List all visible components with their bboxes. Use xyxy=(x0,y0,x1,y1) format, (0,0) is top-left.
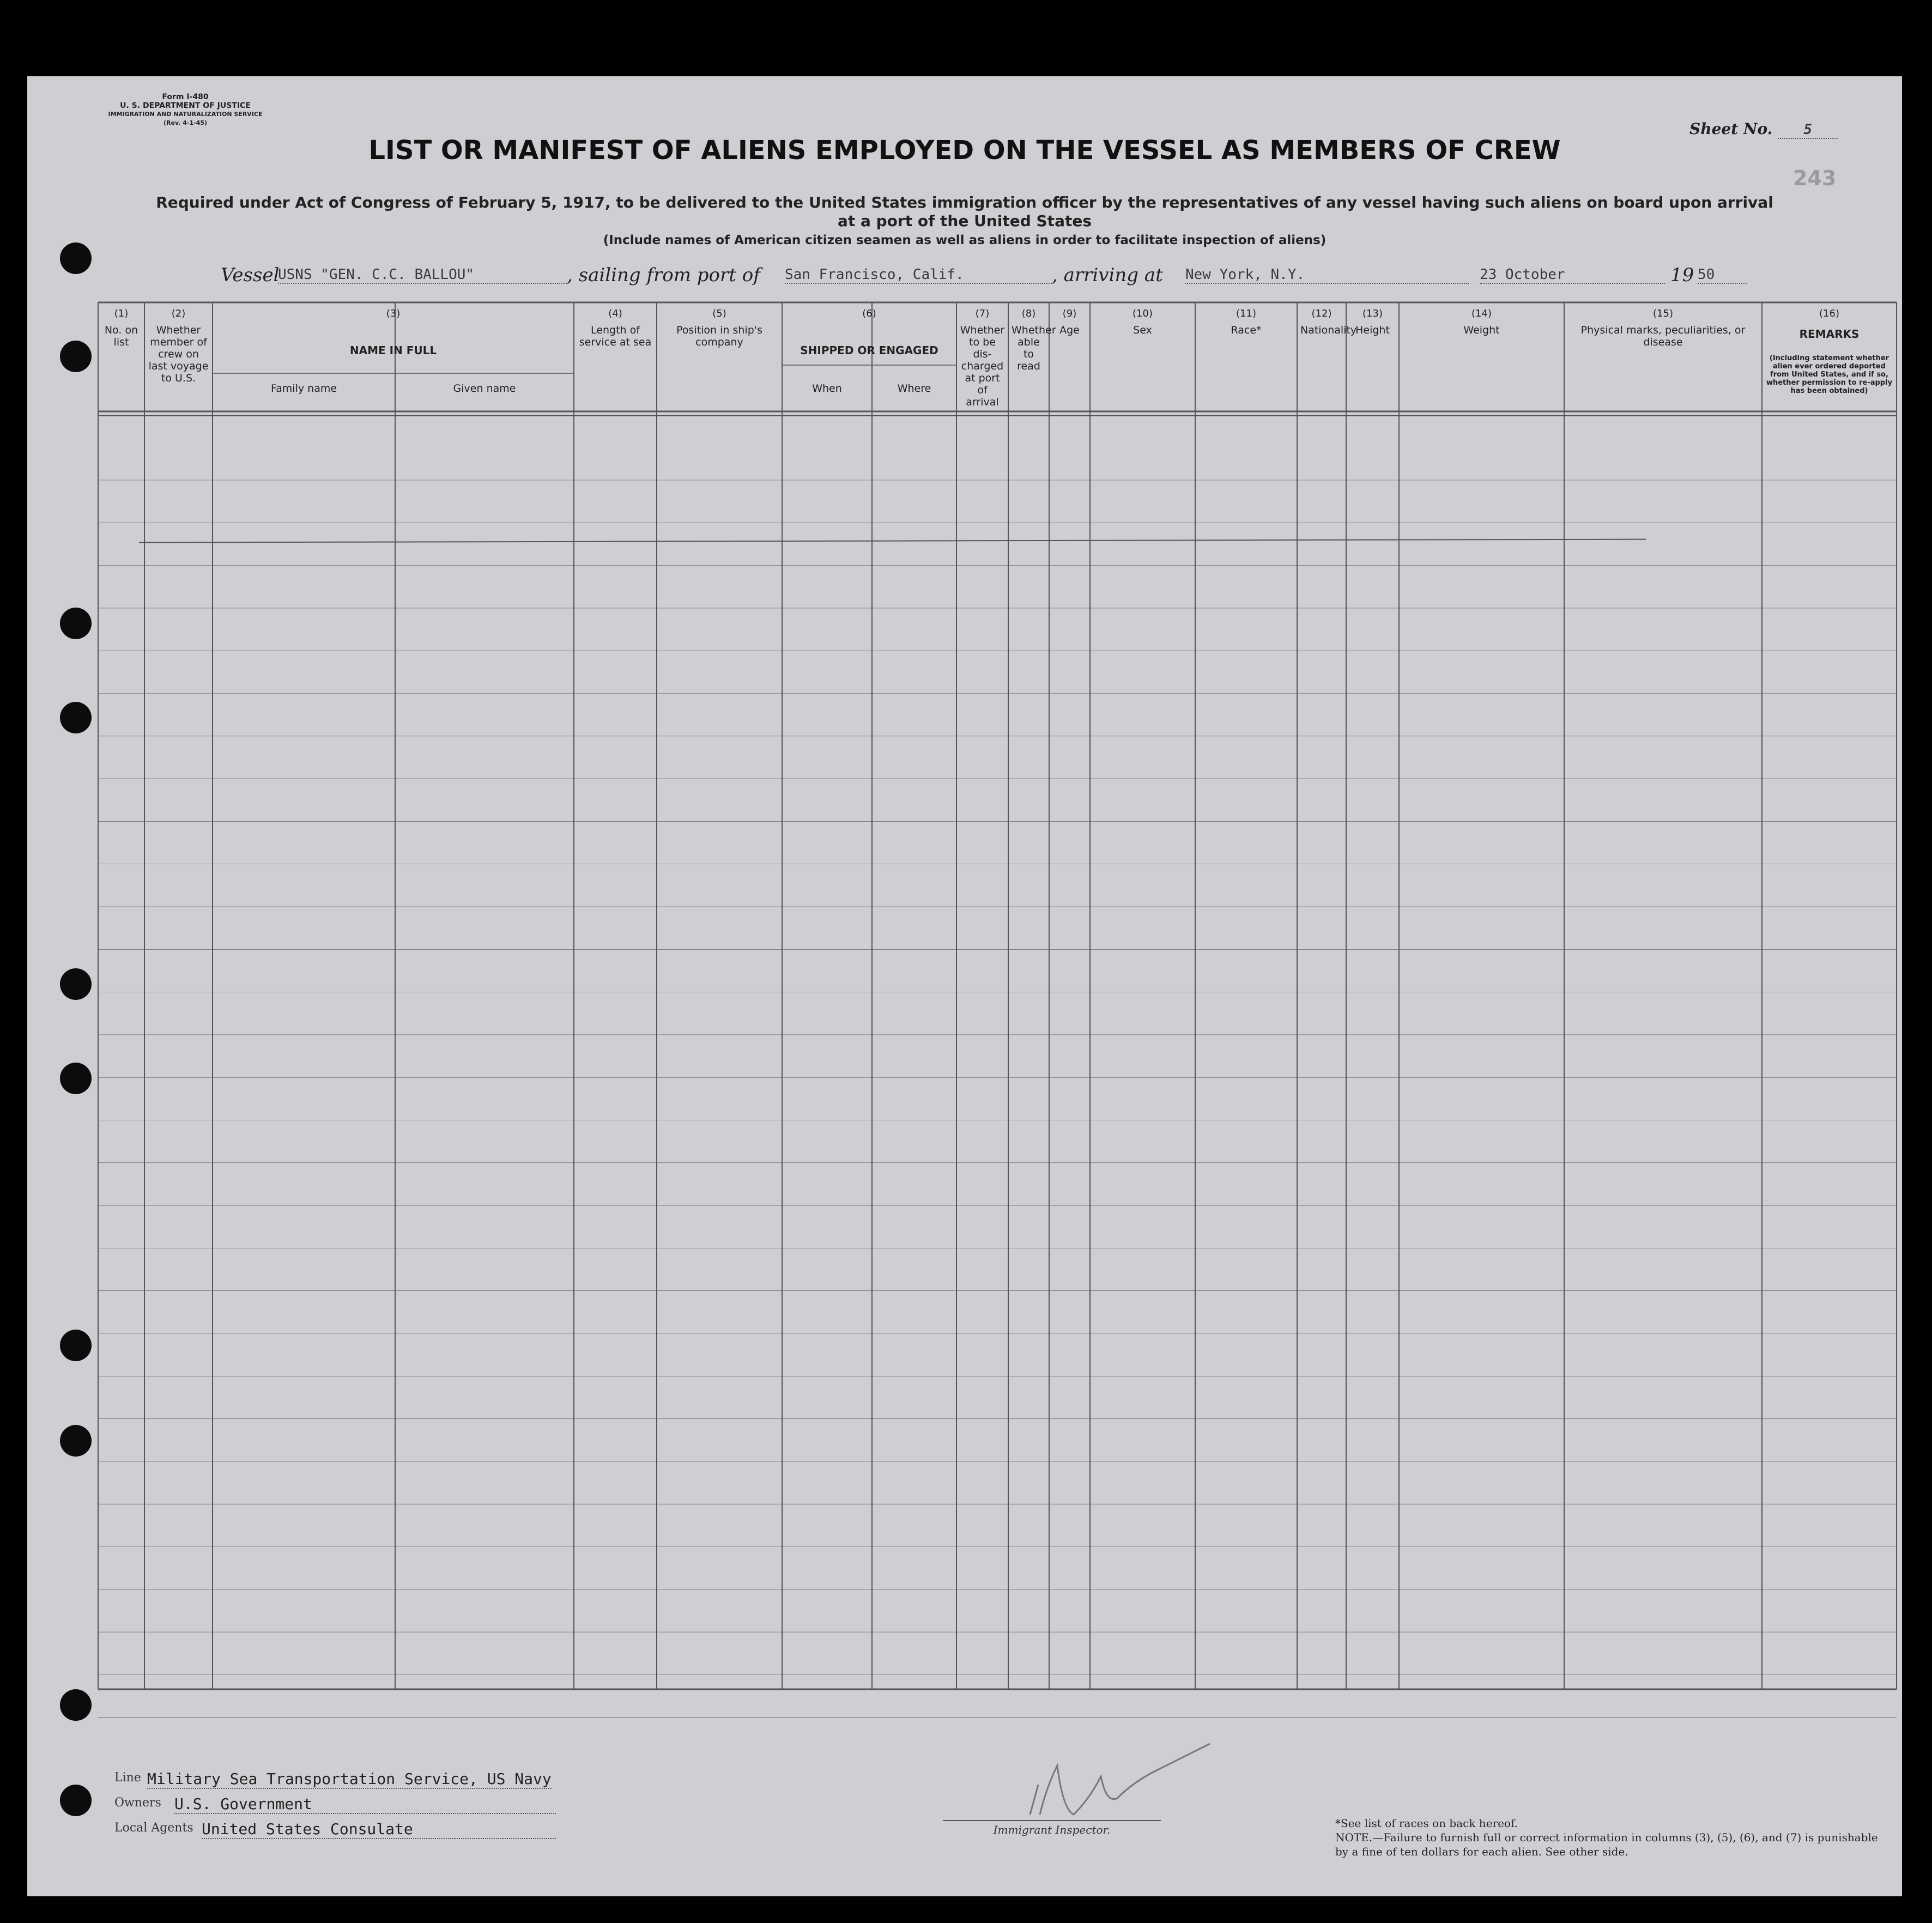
footer-agents-row xyxy=(114,1821,605,1846)
penalty-note: NOTE.—Failure to furnish full or correct information in columns (3), (5), (6), and (7) is punishable by a fine of ten dollars for each alien. See other side. xyxy=(1335,1831,1878,1858)
footer-line-row xyxy=(114,1771,605,1796)
column-number: (13) xyxy=(1362,308,1383,319)
footer-notes xyxy=(1335,1816,1880,1859)
arrival-day: 23 xyxy=(1480,266,1497,283)
owners-label: Owners xyxy=(114,1796,161,1810)
column-header: NAME IN FULL xyxy=(349,344,437,357)
column-number: (16) xyxy=(1819,308,1839,319)
column-number: (10) xyxy=(1132,308,1153,319)
column-number: (3) xyxy=(386,308,401,319)
column-number: (12) xyxy=(1311,308,1332,319)
requirement-text: Required under Act of Congress of February 5, 1917, to be delivered to the United States immigration officer by the representatives of any vessel having such aliens on board upon arrival at a port of the United States xyxy=(156,193,1773,230)
punch-hole xyxy=(60,702,92,733)
races-note: *See list of races on back hereof. xyxy=(1335,1817,1518,1830)
punch-hole xyxy=(60,1785,92,1816)
vessel-label: Vessel xyxy=(221,264,280,286)
column-header: Sex xyxy=(1133,324,1152,336)
arrival-port: New York, N.Y. xyxy=(1185,266,1469,284)
punch-hole xyxy=(60,242,92,274)
column-subheader: Where xyxy=(897,383,931,395)
include-note: (Include names of American citizen seamen as well as aliens in order to facilitate inspection of aliens) xyxy=(603,233,1327,247)
departure-port: San Francisco, Calif. xyxy=(785,266,1052,284)
page-title: LIST OR MANIFEST OF ALIENS EMPLOYED ON THE VESSEL AS MEMBERS OF CREW xyxy=(368,135,1561,166)
column-header: Nationality xyxy=(1300,324,1357,336)
column-header: Whether member of crew on last voyage to U.S. xyxy=(148,324,209,384)
punch-hole xyxy=(60,1689,92,1721)
column-header: Age xyxy=(1059,324,1080,336)
arrival-year: 50 xyxy=(1698,266,1747,284)
column-header: Length of service at sea xyxy=(579,324,652,348)
column-number: (4) xyxy=(608,308,622,319)
column-header: Physical marks, peculiarities, or disease xyxy=(1580,324,1746,348)
column-header: Race* xyxy=(1231,324,1262,336)
vessel-name: USNS "GEN. C.C. BALLOU" xyxy=(278,266,567,284)
column-header: REMARKS xyxy=(1799,327,1860,341)
arriving-label: , arriving at xyxy=(1052,264,1163,286)
owners-value: U.S. Government xyxy=(174,1795,556,1814)
column-number: (1) xyxy=(114,308,129,319)
sailing-label: , sailing from port of xyxy=(567,264,760,286)
inspector-signature-line: Immigrant Inspector. xyxy=(943,1820,1161,1836)
column-header-note: (Including statement whether alien ever ordered deported from United States, and if so, whether permission to re-apply has been obtained) xyxy=(1766,354,1893,395)
column-header: SHIPPED OR ENGAGED xyxy=(800,344,938,357)
column-subheader: When xyxy=(812,383,842,395)
column-number: (15) xyxy=(1653,308,1673,319)
form-rev: (Rev. 4-1-45) xyxy=(163,119,207,126)
column-subheader: Given name xyxy=(453,383,516,395)
column-header: Whether able to read xyxy=(1012,324,1056,372)
punch-hole xyxy=(60,1425,92,1457)
column-number: (11) xyxy=(1236,308,1256,319)
arrival-month: October xyxy=(1505,266,1565,283)
column-header: Height xyxy=(1355,324,1390,336)
footer-left xyxy=(114,1771,605,1846)
agents-label: Local Agents xyxy=(114,1821,193,1835)
column-number: (8) xyxy=(1021,308,1036,319)
column-header: Whether to be dis-charged at port of arrival xyxy=(960,324,1005,408)
column-number: (7) xyxy=(975,308,990,319)
punch-hole xyxy=(60,968,92,1000)
agents-value: United States Consulate xyxy=(202,1820,556,1839)
form-service: IMMIGRATION AND NATURALIZATION SERVICE xyxy=(108,111,263,118)
punch-hole xyxy=(60,608,92,639)
punch-hole xyxy=(60,1330,92,1361)
form-dept: U. S. DEPARTMENT OF JUSTICE xyxy=(120,101,251,110)
footer-owners-row xyxy=(114,1796,605,1821)
form-number: Form I-480 xyxy=(162,93,209,101)
column-number: (14) xyxy=(1471,308,1492,319)
column-number: (2) xyxy=(171,308,186,319)
line-value: Military Sea Transportation Service, US Navy xyxy=(147,1770,552,1788)
punch-hole xyxy=(60,341,92,372)
line-label: Line xyxy=(114,1771,141,1785)
manifest-sheet xyxy=(27,76,1902,1896)
sheet-label: Sheet No. xyxy=(1689,120,1773,138)
sheet-value: 5 xyxy=(1778,122,1838,139)
column-header: No. on list xyxy=(104,324,138,348)
inspector-signature xyxy=(1025,1733,1221,1831)
column-number: (5) xyxy=(712,308,726,319)
punch-hole xyxy=(60,1063,92,1094)
column-number: (9) xyxy=(1062,308,1077,319)
column-subheader: Family name xyxy=(270,383,337,395)
sheet-stamp: 243 xyxy=(1793,166,1837,190)
column-header: Position in ship's company xyxy=(676,324,762,348)
row-strike-line xyxy=(139,539,1646,543)
column-number: (6) xyxy=(862,308,876,319)
column-header: Weight xyxy=(1463,324,1500,336)
year-prefix: 19 xyxy=(1670,264,1694,286)
